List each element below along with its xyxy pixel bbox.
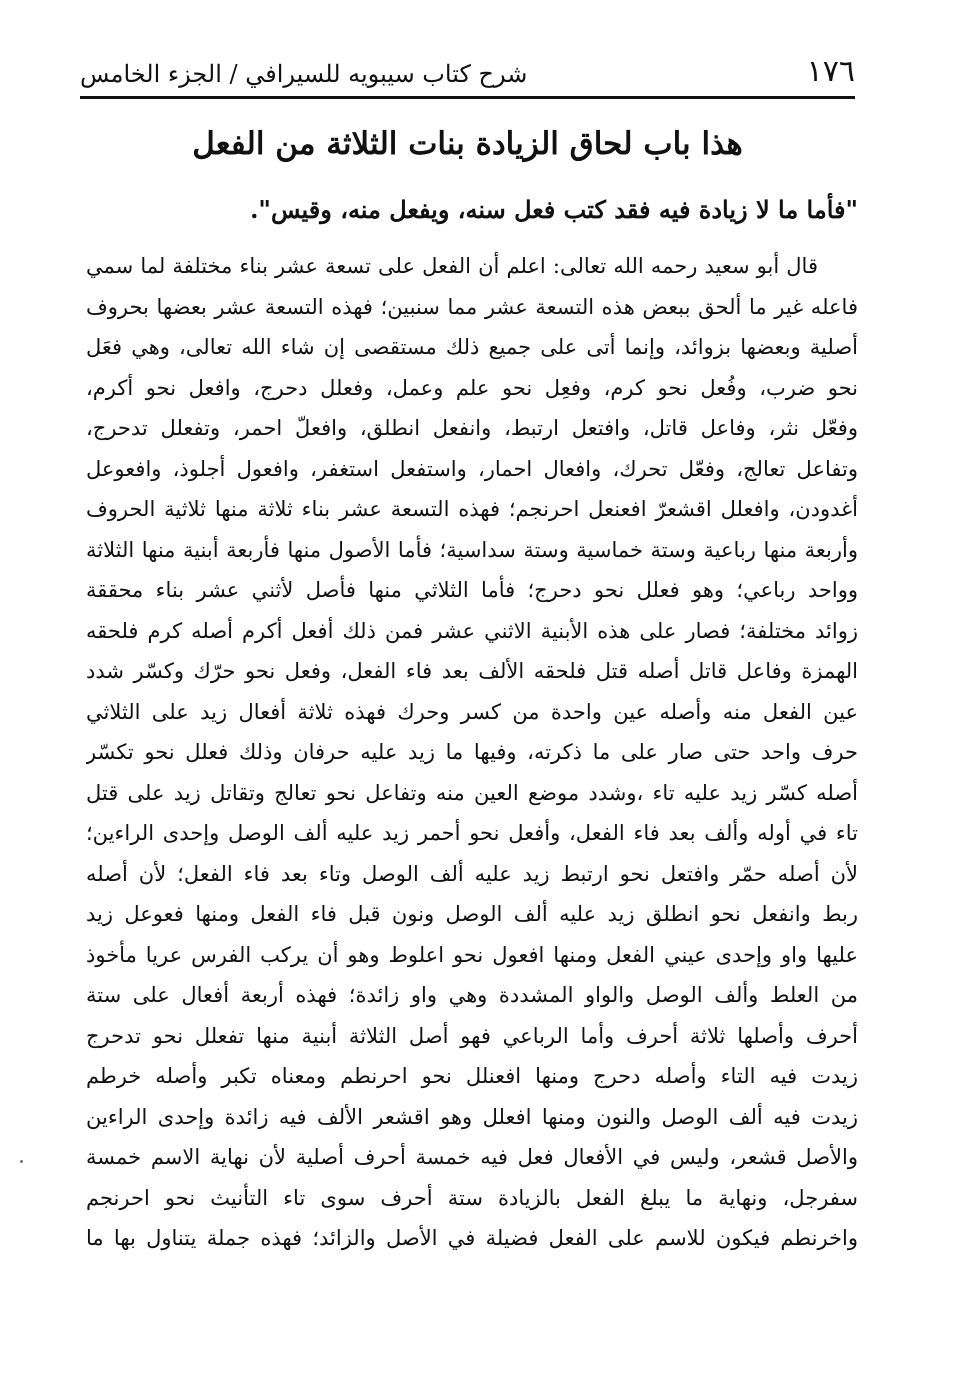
scan-speck — [20, 1160, 23, 1163]
text-line: فاعله غير ما ألحق ببعض هذه التسعة عشر مما سنبين؛ فهذه التسعة عشر بعضها بحروف — [86, 294, 858, 319]
text-line: زيدت فيه التاء وأصله دحرج ومنها افعنلل نحو احرنطم ومعناه تكبر وأصله خرطم — [86, 1064, 858, 1088]
text-line: وفعّل نثر، وفاعل قاتل، وافتعل ارتبط، وانفعل انطلق، وافعلّ احمر، وتفعلل تدحرج، — [86, 416, 858, 440]
text-line: من العلط وألف الوصل والواو المشددة وهي واو زائدة؛ فهذه أربعة أفعال على ستة — [86, 983, 858, 1007]
text-line: وأربعة منها رباعية وستة خماسية وستة سداسية؛ فأما الأصول منها فأربعة أبنية منها الثلاثة — [86, 537, 858, 562]
page-number: ١٧٦ — [806, 54, 855, 89]
text-line: ربط وانفعل نحو انطلق زيد عليه ألف الوصل ونون قبل فاء الفعل ومنها فعوعل زيد — [86, 902, 858, 926]
body-text — [86, 246, 858, 1259]
text-line: وواحد رباعي؛ وهو فعلل نحو دحرج؛ فأما الثلاثي منها فأصل لأثني عشر بناء محققة — [86, 578, 858, 602]
text-line: زيدت فيه ألف الوصل والنون ومنها افعلل وهو اقشعر الألف فيه زائدة وإحدى الراءين — [86, 1104, 858, 1129]
text-line: الهمزة وفاعل قاتل أصله قتل فلحقه الألف بعد فاء الفعل، وفعل نحو حرّك وكسّر شدد — [86, 659, 858, 683]
text-line: لأن أصله حمّر وافتعل نحو ارتبط زيد عليه ألف الوصل وتاء بعد فاء الفعل؛ لأن أصله — [86, 861, 858, 886]
text-line: أحرف وأصلها ثلاثة أحرف وأما الرباعي فهو أصل الثلاثة أبنية منها تفعلل نحو تدحرج — [86, 1023, 858, 1048]
header-rule — [80, 96, 855, 99]
text-line: أصلية وبعضها بزوائد، وإنما أتى على جميع ذلك مستقصى إن شاء الله تعالى، وهي فعَل — [86, 335, 858, 359]
text-line: سفرجل، ونهاية ما يبلغ الفعل بالزيادة ستة أحرف سوى تاء التأنيث نحو احرنجم — [86, 1185, 858, 1210]
text-line: أغدودن، وافعلل اقشعرّ افعنعل احرنجم؛ فهذه التسعة عشر بناء ثلاثة منها ثلاثية الحروف — [86, 497, 858, 521]
quoted-text: "فأما ما لا زيادة فيه فقد كتب فعل سنه، ويفعل منه، وقيس". — [250, 195, 858, 224]
text-line: وتفاعل تعالج، وفعّل تحرك، وافعال احمار، واستفعل استغفر، وافعول أجلوذ، وافعوعل — [86, 456, 858, 481]
text-line: أصله كسّر زيد عليه تاء ،وشدد موضع العين منه وتفاعل نحو تعالج وتقاتل زيد على قتل — [86, 780, 858, 805]
text-line: حرف واحد حتى صار على ما ذكرته، وفيها ما زيد عليه حرفان وذلك فعلل نحو تكسّر — [86, 740, 858, 764]
text-line: قال أبو سعيد رحمه الله تعالى: اعلم أن الفعل على تسعة عشر بناء مختلفة لما سمي — [86, 254, 818, 278]
running-title: شرح كتاب سيبويه للسيرافي / الجزء الخامس — [80, 60, 528, 88]
text-line: زوائد مختلفة؛ فصار على هذه الأبنية الاثني عشر فمن ذلك أفعل أكرم أصله كرم فلحقه — [86, 618, 858, 643]
text-line: تاء في أوله وألف بعد فاء الفعل، وأفعل نحو أحمر زيد عليه ألف الوصل وإحدى الراءين؛ — [86, 821, 858, 845]
page-header — [80, 52, 855, 98]
text-line: والأصل قشعر، وليس في الأفعال فعل فيه خمسة أحرف أصلية لأن نهاية الاسم خمسة — [86, 1145, 858, 1169]
text-line: نحو ضرب، وفُعل نحو كرم، وفعِل نحو علم وعمل، وفعلل دحرج، وافعل نحو أكرم، — [86, 375, 858, 400]
chapter-title: هذا باب لحاق الزيادة بنات الثلاثة من الفعل — [192, 126, 743, 162]
text-line: واخرنطم فيكون للاسم على الفعل فضيلة في الأصل والزائد؛ فهذه جملة يتناول بها ما — [86, 1226, 858, 1250]
text-line: عليها واو وإحدى عيني الفعل ومنها افعول نحو اعلوط وهو أن يركب الفرس عريا مأخوذ — [86, 942, 858, 967]
text-line: عين الفعل منه وأصله عين واحدة من كسر وحرك فهذه ثلاثة أفعال زيد على الثلاثي — [86, 699, 858, 724]
